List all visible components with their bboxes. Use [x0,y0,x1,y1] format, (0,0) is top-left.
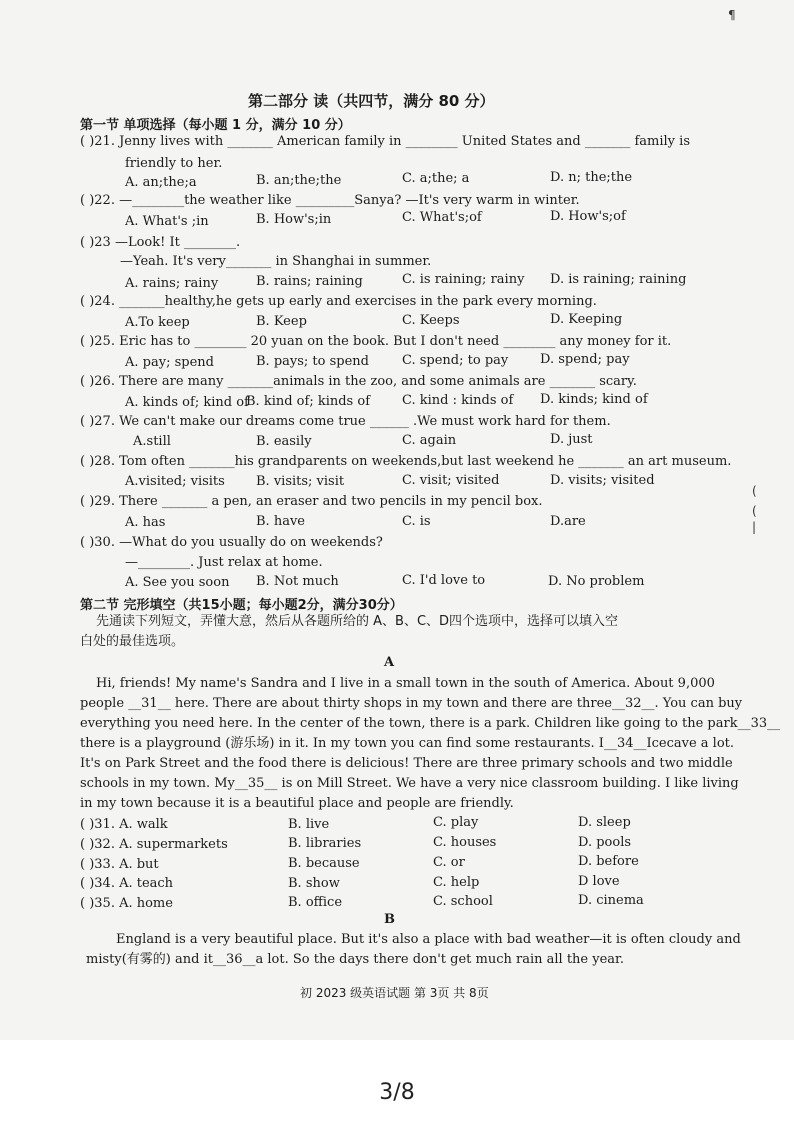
q23-stem: ( )23 —Look! It ________. [80,235,241,250]
q23-option-c: C. is raining; rainy [402,272,525,287]
q27-stem: ( )27. We can't make our dreams come true ______ .We must work hard for them. [80,414,611,429]
q26-option-a: A. kinds of; kind of [125,395,249,410]
passage-b-label: B [384,912,395,927]
q27-option-b: B. easily [256,434,312,449]
passage-b-line: England is a very beautiful place. But it's also a place with bad weather—it is often cloudy and [116,932,741,947]
q21-option-b: B. an;the;the [256,173,342,188]
q21-stem: ( )21. Jenny lives with _______ American family in ________ United States and _______ family is [80,134,690,149]
q34-option-c: C. help [433,875,480,890]
q21-option-d: D. n; the;the [550,170,633,185]
q23-option-b: B. rains; raining [256,274,363,289]
q27-option-d: D. just [550,432,593,447]
q34-option-b: B. show [288,876,340,891]
q21-cont: friendly to her. [125,156,223,171]
q28-option-b: B. visits; visit [256,474,345,489]
q28-stem: ( )28. Tom often _______his grandparents on weekends,but last weekend he _______ an art museum. [80,454,732,469]
q30-cont: —________. Just relax at home. [125,555,323,570]
q31-option-d: D. sleep [578,815,631,830]
q26-stem: ( )26. There are many _______animals in the zoo, and some animals are _______ scary. [80,374,637,389]
q25-option-b: B. pays; to spend [256,354,369,369]
passage-a-line: everything you need here. In the center of the town, there is a park. Children like going to the park__33__ [80,716,781,731]
q35-option-c: C. school [433,894,493,909]
q28-option-c: C. visit; visited [402,473,500,488]
passage-a-line: schools in my town. My__35__ is on Mill Street. We have a very nice classroom building. I like living [80,776,739,791]
q29-stem: ( )29. There _______ a pen, an eraser and two pencils in my pencil box. [80,494,543,509]
corner-mark: ¶ [728,8,736,22]
q32-stem: ( )32. A. supermarkets [80,837,228,852]
q31-option-c: C. play [433,815,479,830]
q24-option-a: A.To keep [125,315,190,330]
passage-a-line: Hi, friends! My name's Sandra and I live in a small town in the south of America. About 9,000 [96,676,715,691]
q24-option-b: B. Keep [256,314,307,329]
passage-a-line: there is a playground (游乐场) in it. In my town you can find some restaurants. I__34__Icecave a lot. [80,736,735,751]
q24-option-c: C. Keeps [402,313,460,328]
q23-option-d: D. is raining; raining [550,272,687,287]
part-title: 第二部分 读（共四节，满分 80 分） [248,92,495,110]
q28-option-a: A.visited; visits [125,474,225,489]
q29-option-d: D.are [550,514,586,529]
page-number: 3/8 [379,1080,415,1105]
q22-option-a: A. What's ;in [125,214,209,229]
q31-stem: ( )31. A. walk [80,817,168,832]
q26-option-d: D. kinds; kind of [540,392,648,407]
q21-option-a: A. an;the;a [125,175,197,190]
q32-option-b: B. libraries [288,836,362,851]
q30-option-b: B. Not much [256,574,339,589]
q35-option-b: B. office [288,895,343,910]
q30-stem: ( )30. —What do you usually do on weekends? [80,535,383,550]
q29-option-b: B. have [256,514,305,529]
q26-option-b: B. kind of; kinds of [246,394,371,409]
q32-option-c: C. houses [433,835,497,850]
q28-option-d: D. visits; visited [550,473,655,488]
passage-a-line: in my town because it is a beautiful place and people are friendly. [80,796,514,811]
q26-option-c: C. kind : kinds of [402,393,514,408]
q22-stem: ( )22. —________the weather like _________Sanya? —It's very warm in winter. [80,193,580,208]
binding-mark: ( [752,484,757,498]
passage-a-line: It's on Park Street and the food there is delicious! There are three primary schools and two middle [80,756,733,771]
q22-option-d: D. How's;of [550,209,626,224]
q30-option-d: D. No problem [548,574,645,589]
q22-option-b: B. How's;in [256,212,332,227]
binding-mark: ( [752,504,757,518]
q33-option-c: C. or [433,855,465,870]
q22-option-c: C. What's;of [402,210,482,225]
q29-option-a: A. has [125,515,166,530]
q34-stem: ( )34. A. teach [80,876,174,891]
q32-option-d: D. pools [578,835,632,850]
q21-option-c: C. a;the; a [402,171,470,186]
q30-option-a: A. See you soon [125,575,230,590]
q25-option-c: C. spend; to pay [402,353,509,368]
q23-cont: —Yeah. It's very_______ in Shanghai in summer. [120,254,432,269]
q33-option-b: B. because [288,856,360,871]
q31-option-b: B. live [288,817,330,832]
q34-option-d: D love [578,874,620,889]
q24-option-d: D. Keeping [550,312,623,327]
q35-option-d: D. cinema [578,893,644,908]
q27-option-c: C. again [402,433,457,448]
passage-a-line: people __31__ here. There are about thirty shops in my town and there are three__32__. You can buy [80,696,743,711]
section1-title: 第一节 单项选择（每小题 1 分，满分 10 分） [80,118,351,133]
q25-option-d: D. spend; pay [540,352,630,367]
q29-option-c: C. is [402,514,431,529]
q23-option-a: A. rains; rainy [125,276,219,291]
section2-title: 第二节 完形填空（共15小题；每小题2分，满分30分） [80,598,403,613]
q35-stem: ( )35. A. home [80,896,173,911]
binding-mark: | [752,520,757,534]
q25-option-a: A. pay; spend [125,355,214,370]
page-footer: 初 2023 级英语试题 第 3页 共 8页 [300,986,489,1000]
section2-instruction-line1: 先通读下列短文，弄懂大意，然后从各题所给的 A、B、C、D四个选项中，选择可以填入空 [96,614,619,629]
q25-stem: ( )25. Eric has to ________ 20 yuan on the book. But I don't need ________ any money for it. [80,334,672,349]
passage-b-line: misty(有雾的) and it__36__a lot. So the days there don't get much rain all the year. [86,952,624,967]
passage-a-label: A [384,655,395,670]
q27-option-a: A.still [133,434,171,449]
q24-stem: ( )24. _______healthy,he gets up early and exercises in the park every morning. [80,294,597,309]
q33-stem: ( )33. A. but [80,857,159,872]
q33-option-d: D. before [578,854,639,869]
section2-instruction-line2: 白处的最佳选项。 [80,634,185,649]
q30-option-c: C. I'd love to [402,573,486,588]
